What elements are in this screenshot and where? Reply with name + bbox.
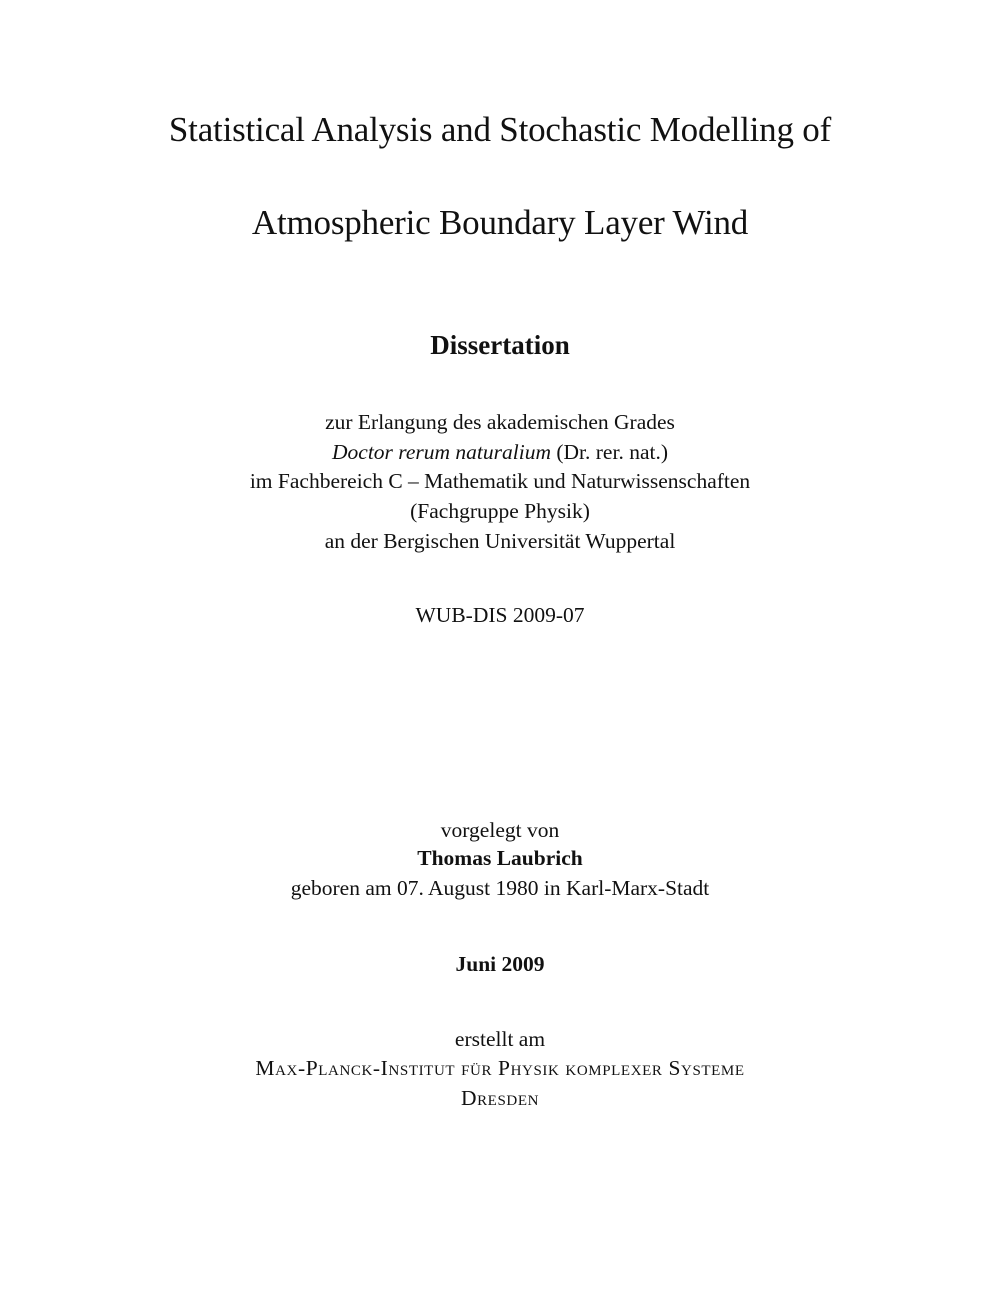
degree-abbreviation: (Dr. rer. nat.) <box>550 440 668 464</box>
prepared-at: erstellt am <box>454 1027 546 1051</box>
author-name: Thomas Laubrich <box>417 846 583 870</box>
presented-by: vorgelegt von <box>440 818 560 842</box>
degree-line-5: an der Bergischen Universität Wuppertal <box>324 529 676 553</box>
institute-name: Max-Planck-Institut für Physik komplexer Systeme <box>255 1056 745 1080</box>
submission-date: Juni 2009 <box>455 952 545 976</box>
report-number: WUB-DIS 2009-07 <box>415 603 585 627</box>
degree-line-3: im Fachbereich C – Mathematik und Naturwissenschaften <box>249 469 751 493</box>
degree-name: Doctor rerum naturalium <box>332 440 551 464</box>
degree-line-1: zur Erlangung des akademischen Grades <box>325 410 675 434</box>
author-birth: geboren am 07. August 1980 in Karl-Marx-Stadt <box>290 876 710 900</box>
institute-city: Dresden <box>460 1086 540 1110</box>
degree-line-4: (Fachgruppe Physik) <box>410 499 590 523</box>
title-line-1: Statistical Analysis and Stochastic Modelling of <box>168 110 832 149</box>
degree-line-2 <box>0 440 1000 465</box>
title-line-2: Atmospheric Boundary Layer Wind <box>251 203 749 242</box>
thesis-type-heading: Dissertation <box>430 330 570 360</box>
